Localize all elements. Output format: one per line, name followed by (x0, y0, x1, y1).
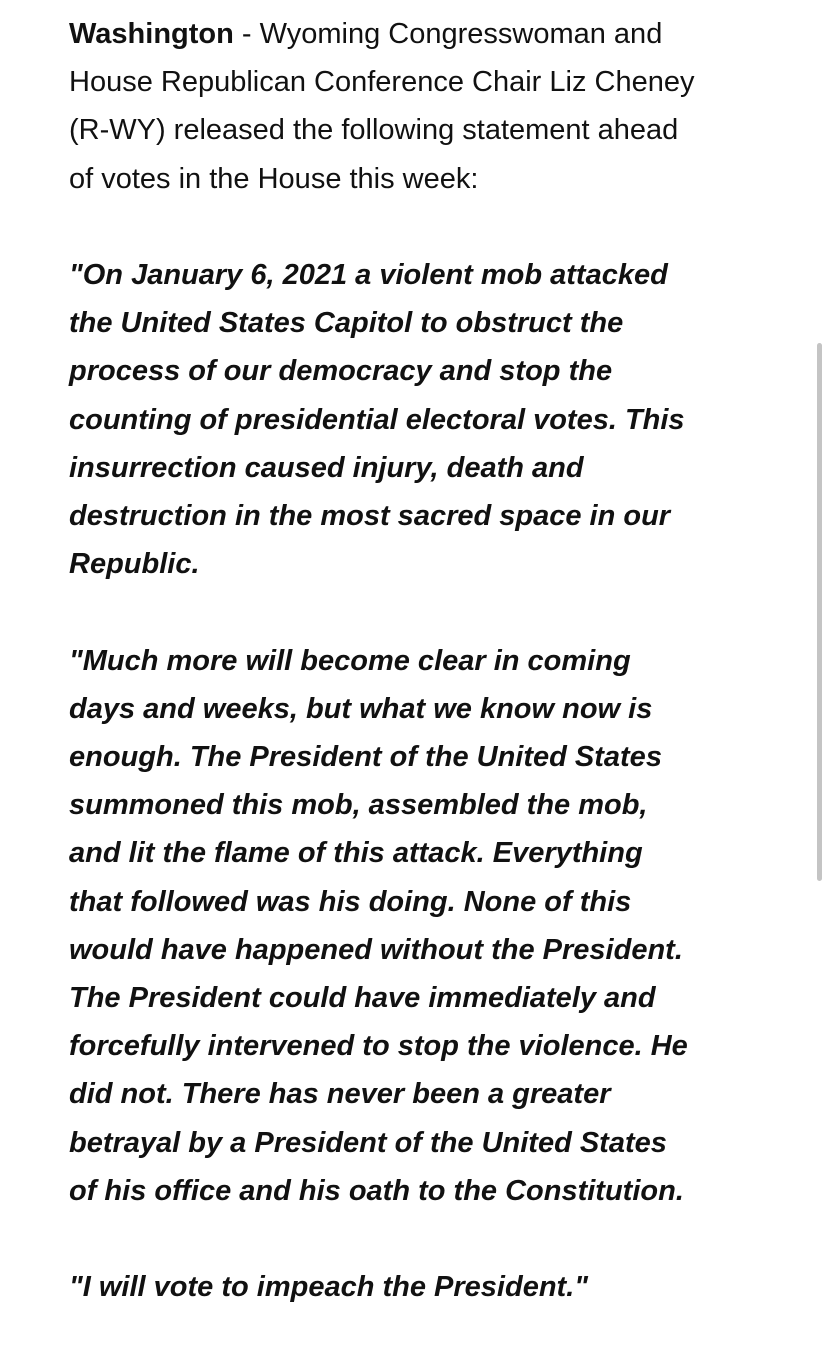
quote2-line-6: that followed was his doing. None of this (69, 885, 632, 918)
quote-paragraph-3 (69, 1263, 769, 1311)
quote1-line-7: Republic. (69, 548, 200, 581)
quote3-line-1: "I will vote to impeach the President." (69, 1271, 588, 1304)
press-release-article (69, 10, 769, 1360)
quote-paragraph-2 (69, 637, 769, 1215)
quote2-line-4: summoned this mob, assembled the mob, (69, 789, 648, 822)
quote1-line-2: the United States Capitol to obstruct the (69, 307, 624, 340)
quote1-line-5: insurrection caused injury, death and (69, 451, 584, 484)
intro-line-2: House Republican Conference Chair Liz Cheney (69, 66, 695, 99)
quote2-line-7: would have happened without the President. (69, 933, 683, 966)
quote2-line-12: of his office and his oath to the Constitution. (69, 1174, 684, 1207)
intro-line-1-text: - Wyoming Congresswoman and (233, 18, 663, 50)
quote1-line-3: process of our democracy and stop the (69, 355, 613, 388)
quote2-line-9: forcefully intervened to stop the violence. He (69, 1030, 688, 1063)
quote2-line-2: days and weeks, but what we know now is (69, 692, 653, 725)
intro-line-4: of votes in the House this week: (69, 162, 479, 195)
quote1-line-1: "On January 6, 2021 a violent mob attacked (69, 259, 668, 291)
dateline: Washington (69, 18, 234, 50)
intro-line-3: (R-WY) released the following statement ahead (69, 114, 679, 147)
intro-paragraph (69, 10, 769, 203)
quote-paragraph-1 (69, 251, 769, 588)
quote2-line-10: did not. There has never been a greater (69, 1078, 611, 1111)
quote1-line-6: destruction in the most sacred space in our (69, 500, 671, 533)
quote2-line-3: enough. The President of the United States (69, 741, 662, 774)
intro-line-1 (69, 10, 769, 58)
quote2-line-8: The President could have immediately and (69, 982, 656, 1015)
quote1-line-4: counting of presidential electoral votes. This (69, 403, 685, 436)
vertical-scrollbar[interactable] (817, 343, 822, 881)
quote2-line-1: "Much more will become clear in coming (69, 644, 631, 677)
quote2-line-11: betrayal by a President of the United States (69, 1126, 667, 1159)
quote2-line-5: and lit the flame of this attack. Everything (69, 837, 643, 870)
